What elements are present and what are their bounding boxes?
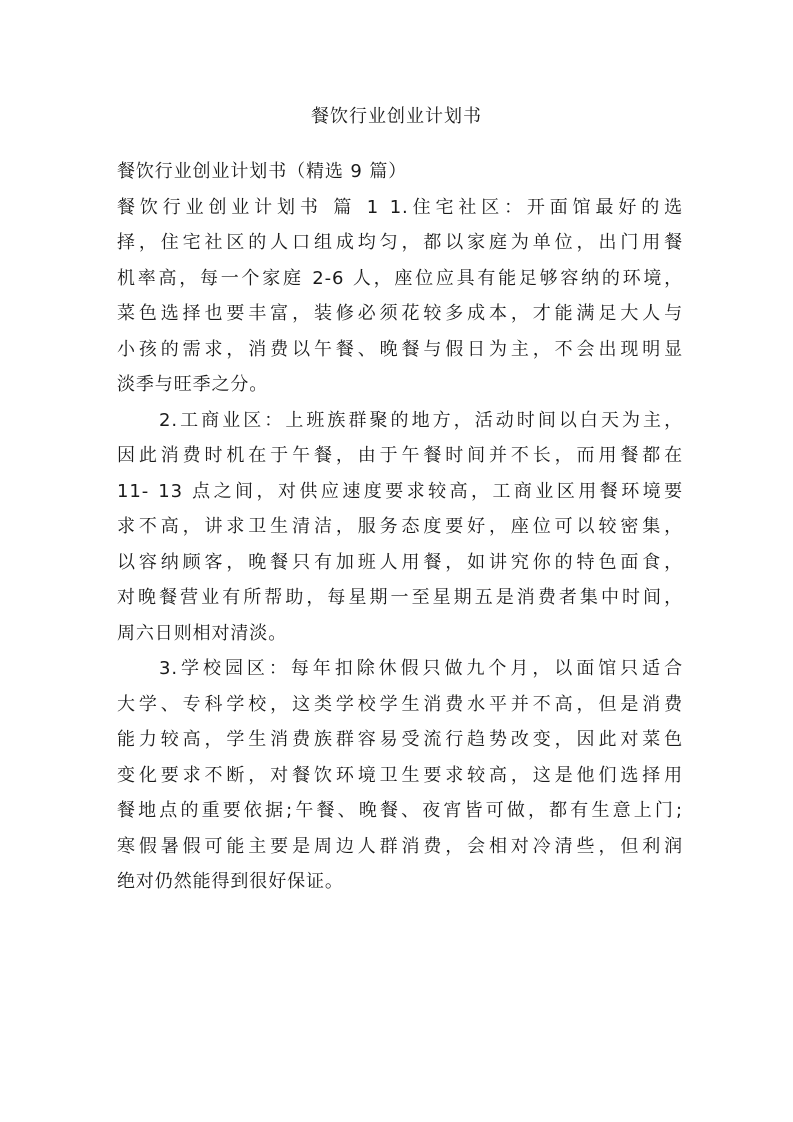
body-line: 择，住宅社区的人口组成均匀，都以家庭为单位，出门用餐 bbox=[117, 232, 683, 253]
body-line: 以容纳顾客，晚餐只有加班人用餐，如讲究你的特色面食， bbox=[117, 551, 683, 573]
document-title: 餐饮行业创业计划书 bbox=[311, 106, 482, 127]
body-line: 餐地点的重要依据;午餐、晚餐、夜宵皆可做，都有生意上门; bbox=[117, 800, 683, 821]
body-line: 小孩的需求，消费以午餐、晚餐与假日为主，不会出现明显 bbox=[117, 338, 683, 360]
body-line: 周六日则相对清淡。 bbox=[117, 622, 288, 644]
body-line: 求不高，讲求卫生清洁，服务态度要好，座位可以较密集， bbox=[117, 516, 683, 537]
body-line: 对晚餐营业有所帮助，每星期一至星期五是消费者集中时间， bbox=[117, 587, 683, 608]
body-line: 能力较高，学生消费族群容易受流行趋势改变，因此对菜色 bbox=[117, 729, 683, 750]
body-line: 因此消费时机在于午餐，由于午餐时间并不长，而用餐都在 bbox=[117, 445, 683, 466]
body-line: 餐饮行业创业计划书 篇 1 1.住宅社区：开面馆最好的选 bbox=[117, 196, 683, 218]
body-line: 淡季与旺季之分。 bbox=[117, 374, 269, 395]
body-line: 3.学校园区：每年扣除休假只做九个月，以面馆只适合 bbox=[159, 658, 683, 679]
body-line: 11- 13 点之间，对供应速度要求较高，工商业区用餐环境要 bbox=[117, 480, 683, 502]
body-line: 2.工商业区：上班族群聚的地方，活动时间以白天为主， bbox=[159, 409, 683, 431]
body-line: 餐饮行业创业计划书（精选 9 篇） bbox=[117, 161, 408, 182]
document-body bbox=[117, 154, 683, 900]
body-line: 菜色选择也要丰富，装修必须花较多成本，才能满足大人与 bbox=[117, 303, 683, 324]
body-line: 变化要求不断，对餐饮环境卫生要求较高，这是他们选择用 bbox=[117, 764, 683, 786]
body-line: 绝对仍然能得到很好保证。 bbox=[117, 871, 344, 892]
body-line: 寒假暑假可能主要是周边人群消费，会相对冷清些，但利润 bbox=[117, 835, 683, 857]
body-line: 大学、专科学校，这类学校学生消费水平并不高，但是消费 bbox=[117, 693, 683, 715]
body-line: 机率高，每一个家庭 2-6 人，座位应具有能足够容纳的环境， bbox=[117, 267, 683, 289]
